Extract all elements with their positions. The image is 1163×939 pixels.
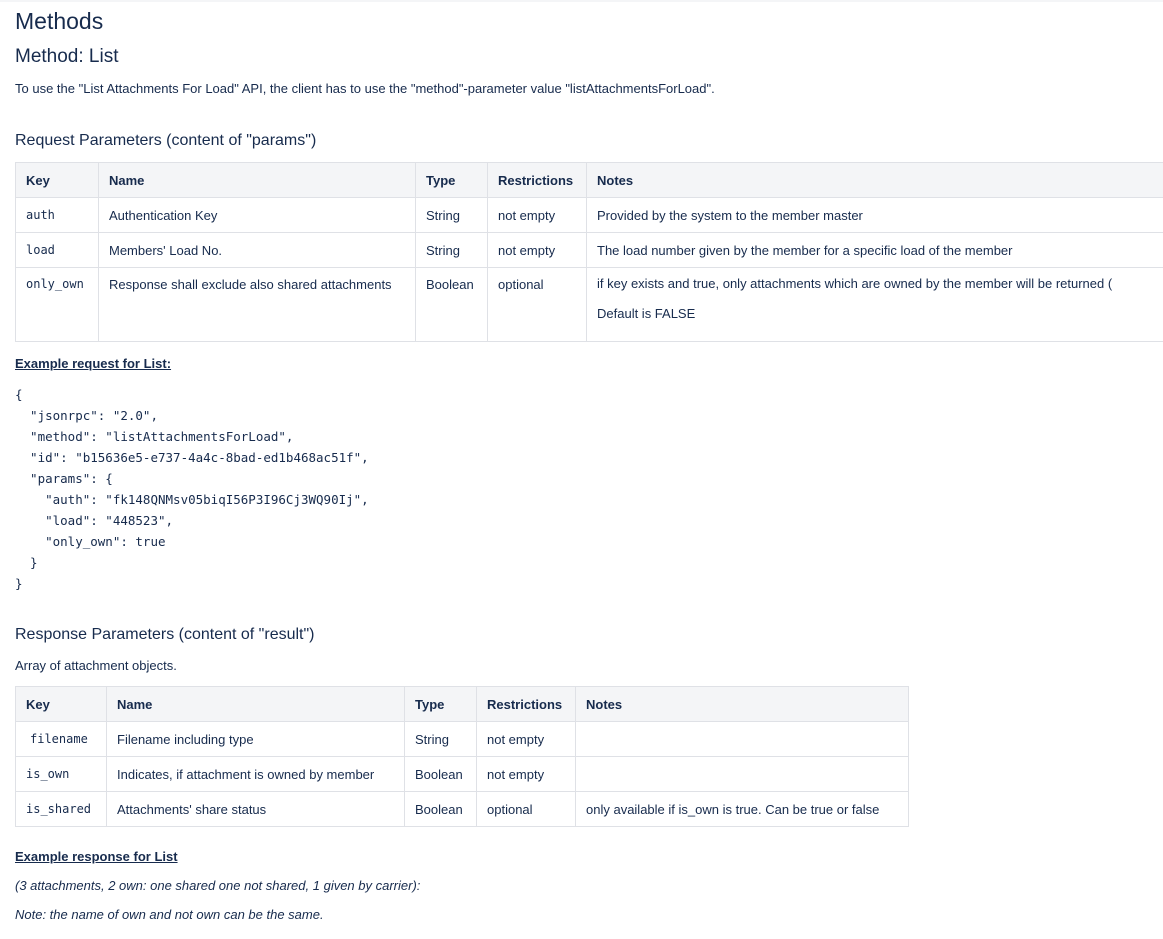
param-notes-line: if key exists and true, only attachments which are owned by the member will be returned ( <box>597 276 1113 291</box>
result-key: is_shared <box>16 792 107 827</box>
column-header-restrictions: Restrictions <box>477 687 576 722</box>
result-notes: only available if is_own is true. Can be true or false <box>576 792 909 827</box>
param-name: Response shall exclude also shared attachments <box>99 268 416 342</box>
column-header-notes: Notes <box>576 687 909 722</box>
result-name: Filename including type <box>107 722 405 757</box>
column-header-type: Type <box>405 687 477 722</box>
result-restrictions: not empty <box>477 757 576 792</box>
column-header-type: Type <box>416 163 488 198</box>
param-type: String <box>416 233 488 268</box>
result-type: Boolean <box>405 792 477 827</box>
example-response-title: Example response for List <box>15 849 178 864</box>
param-key: only_own <box>16 268 99 342</box>
intro-text: To use the "List Attachments For Load" API, the client has to use the "method"-parameter value "listAttachmentsForLoad". <box>15 81 715 96</box>
result-name: Indicates, if attachment is owned by member <box>107 757 405 792</box>
param-key: auth <box>16 198 99 233</box>
param-restrictions: not empty <box>488 233 587 268</box>
table-header-row <box>16 687 909 722</box>
column-header-notes: Notes <box>587 163 1163 198</box>
response-subtitle: Array of attachment objects. <box>15 658 177 673</box>
result-restrictions: not empty <box>477 722 576 757</box>
example-response-note: (3 attachments, 2 own: one shared one not shared, 1 given by carrier): <box>15 878 421 893</box>
result-name: Attachments' share status <box>107 792 405 827</box>
response-parameters-table <box>15 686 909 827</box>
param-notes: The load number given by the member for a specific load of the member <box>587 233 1163 268</box>
method-heading: Method: List <box>15 46 119 67</box>
table-row <box>16 198 1163 233</box>
column-header-restrictions: Restrictions <box>488 163 587 198</box>
response-parameters-heading: Response Parameters (content of "result") <box>15 626 315 643</box>
example-request-title: Example request for List: <box>15 356 172 371</box>
result-notes <box>576 757 909 792</box>
param-type: Boolean <box>416 268 488 342</box>
table-row <box>16 792 909 827</box>
param-restrictions: not empty <box>488 198 587 233</box>
column-header-key: Key <box>16 163 99 198</box>
result-notes <box>576 722 909 757</box>
param-restrictions: optional <box>488 268 587 342</box>
result-type: String <box>405 722 477 757</box>
request-parameters-heading: Request Parameters (content of "params") <box>15 132 317 149</box>
page-title: Methods <box>15 8 104 34</box>
table-row <box>16 722 909 757</box>
result-restrictions: optional <box>477 792 576 827</box>
table-row <box>16 757 909 792</box>
top-border <box>0 0 1163 2</box>
param-notes: Provided by the system to the member master <box>587 198 1163 233</box>
param-name: Members' Load No. <box>99 233 416 268</box>
param-key: load <box>16 233 99 268</box>
table-row <box>16 268 1163 342</box>
example-request-code: { "jsonrpc": "2.0", "method": "listAttachmentsForLoad", "id": "b15636e5-e737-4a4c-8bad-ed1b468ac51f", "params": { "auth": "fk148QNMsv05biqI56P3I96Cj3WQ90Ij", "load": "448523", "only_own": true } } <box>15 387 369 591</box>
param-notes-default: Default is FALSE <box>597 306 696 321</box>
table-header-row <box>16 163 1163 198</box>
example-response-note-2: Note: the name of own and not own can be the same. <box>15 907 324 922</box>
result-key: is_own <box>16 757 107 792</box>
param-name: Authentication Key <box>99 198 416 233</box>
table-row <box>16 233 1163 268</box>
column-header-name: Name <box>99 163 416 198</box>
column-header-name: Name <box>107 687 405 722</box>
param-type: String <box>416 198 488 233</box>
param-notes <box>587 268 1163 342</box>
result-key: filename <box>16 722 107 757</box>
column-header-key: Key <box>16 687 107 722</box>
result-type: Boolean <box>405 757 477 792</box>
request-parameters-table <box>15 162 1163 342</box>
